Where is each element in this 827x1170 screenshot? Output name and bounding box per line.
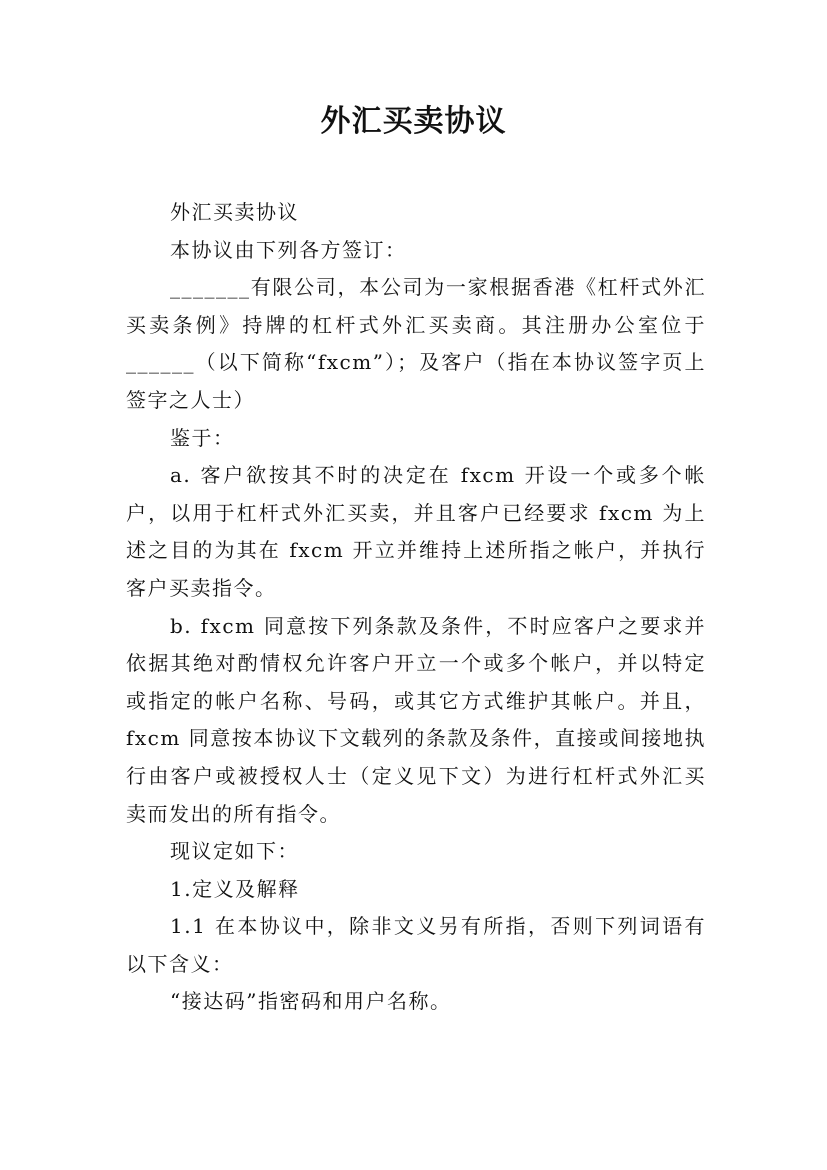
paragraph-heading-repeat: 外汇买卖协议 [170,200,299,224]
paragraph-recital-b: b. fxcm 同意按下列条款及条件，不时应客户之要求并依据其绝对酌情权允许客户开立一个或多个帐户，并以特定或指定的帐户名称、号码，或其它方式维护其帐户。并且，fxcm 同意按本协议下文载列的条款及条件，直接或间接地执行由客户或被授权人士（定义见下文）为进行杠杆式外汇买卖而发出的所有指令。 [126,613,706,826]
document-body [126,194,706,1021]
paragraph-recital-a: a. 客户欲按其不时的决定在 fxcm 开设一个或多个帐户，以用于杠杆式外汇买卖，并且客户已经要求 fxcm 为上述之目的为其在 fxcm 开立并维持上述所指之帐户，并执行客户买卖指令。 [126,463,706,600]
paragraph-parties-intro: 本协议由下列各方签订： [170,237,407,262]
document-title: 外汇买卖协议 [320,104,507,139]
section-heading-definitions: 1.定义及解释 [170,876,300,901]
paragraph-whereas: 鉴于： [170,425,235,450]
paragraph-company-description: _______有限公司，本公司为一家根据香港《杠杆式外汇买卖条例》持牌的杠杆式外汇买卖商。其注册办公室位于______（以下简称“fxcm”）；及客户（指在本协议签字页上签字之人士） [126,275,706,412]
paragraph-agreed: 现议定如下： [170,839,299,864]
paragraph-definition-access-code: “接达码”指密码和用户名称。 [170,989,452,1014]
paragraph-clause-1-1: 1.1 在本协议中，除非文义另有所指，否则下列词语有以下含义： [126,914,706,976]
